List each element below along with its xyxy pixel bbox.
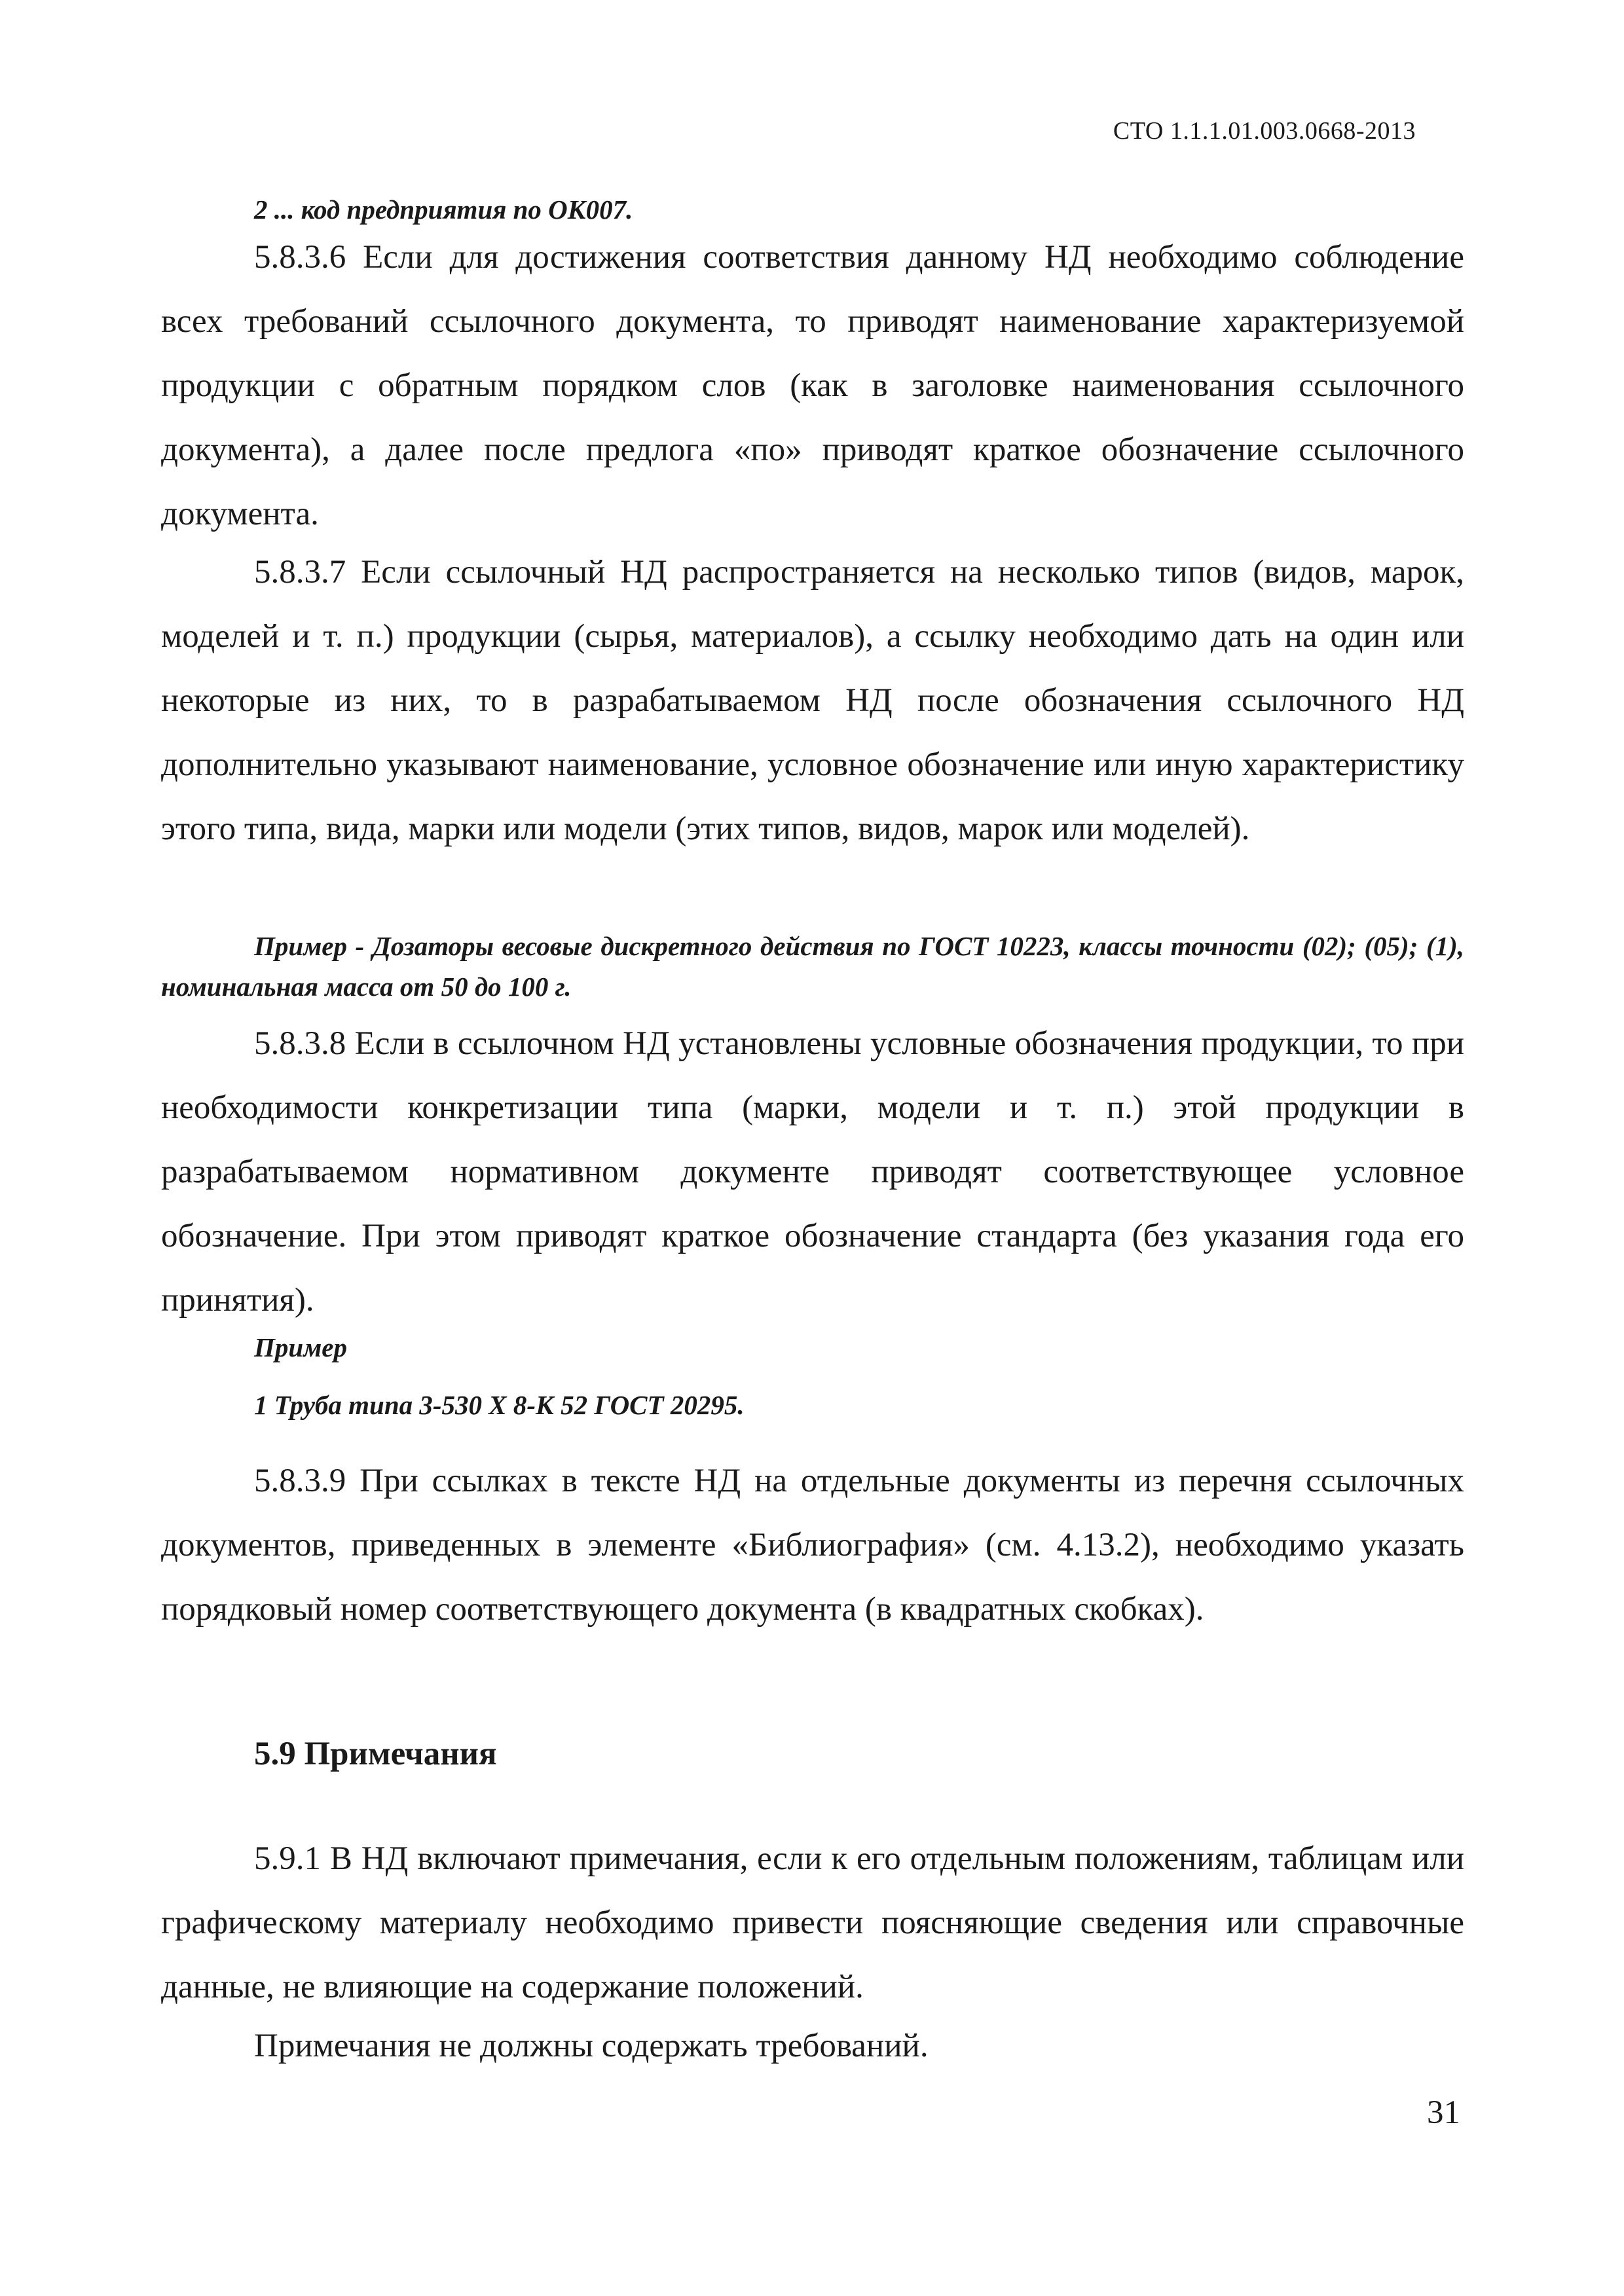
example-dozatory: Пример - Дозаторы весовые дискретного действия по ГОСТ 10223, классы точности (02); (05); (1), номинальная масса от 50 до 100 г. [161,931,1464,1002]
paragraph-notes: Примечания не должны содержать требований. [254,2028,929,2064]
paragraph-5-8-3-6: 5.8.3.6 Если для достижения соответствия данному НД необходимо соблюдение всех требований ссылочного документа, то приводят наименование характеризуемой продукции с обратным порядком слов (как в заголовке наименования ссылочного документа), а далее после предлога «по» приводят краткое обозначение ссылочного документа. [161,239,1464,532]
document-code: СТО 1.1.1.01.003.0668-2013 [1113,117,1416,145]
paragraph-5-9-1: 5.9.1 В НД включают примечания, если к его отдельным положениям, таблицам или графическому материалу необходимо привести поясняющие сведения или справочные данные, не влияющие на содержание положений. [161,1840,1464,2005]
footnote: 2 ... код предприятия по ОК007. [254,194,633,225]
example-title: Пример [254,1332,347,1362]
page-number: 31 [1427,2094,1460,2131]
example-item: 1 Труба типа 3-530 X 8-К 52 ГОСТ 20295. [254,1390,745,1420]
paragraph-5-8-3-8: 5.8.3.8 Если в ссылочном НД установлены условные обозначения продукции, то при необходимости конкретизации типа (марки, модели и т. п.) этой продукции в разрабатываемом нормативном документе приводят соответствующее условное обозначение. При этом приводят краткое обозначение стандарта (без указания года его принятия). [161,1025,1464,1319]
section-heading-5-9: 5.9 Примечания [254,1736,497,1772]
paragraph-5-8-3-7: 5.8.3.7 Если ссылочный НД распространяется на несколько типов (видов, марок, моделей и т. п.) продукции (сырья, материалов), а ссылку необходимо дать на один или некоторые из них, то в разрабатываемом НД после обозначения ссылочного НД дополнительно указывают наименование, условное обозначение или иную характеристику этого типа, вида, марки или модели (этих типов, видов, марок или моделей). [161,554,1464,847]
paragraph-5-8-3-9: 5.8.3.9 При ссылках в тексте НД на отдельные документы из перечня ссылочных документов, приведенных в элементе «Библиография» (см. 4.13.2), необходимо указать порядковый номер соответствующего документа (в квадратных скобках). [161,1463,1464,1628]
